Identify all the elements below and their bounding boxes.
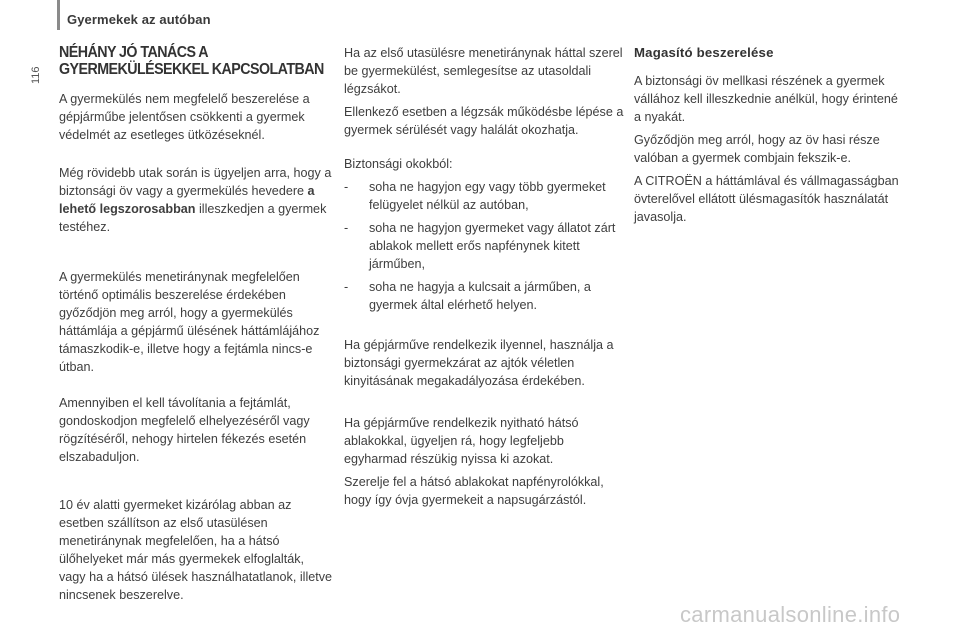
paragraph-tight-harness-bold: a lehető legszorosabban	[59, 184, 315, 216]
paragraph-belt-lap: Győződjön meg arról, hogy az öv hasi része valóban a gyermek combjain fekszik-e.	[634, 133, 880, 165]
column-left	[59, 44, 334, 604]
paragraph-belt-shoulder: A biztonsági öv mellkasi részének a gyermek vállához kell illeszkednie anélkül, hogy érintené a nyakát.	[634, 74, 898, 124]
paragraph-sun-blinds: Szerelje fel a hátsó ablakokat napfényrolókkal, hogy így óvja gyermekeit a napsugárzástól.	[344, 475, 604, 507]
paragraph-airbag-warning: Ellenkező esetben a légzsák működésbe lépése a gyermek sérülését vagy halálát okozhatja.	[344, 105, 624, 137]
paragraph-tight-harness	[59, 164, 334, 236]
safety-list-item: - soha ne hagyja a kulcsait a járműben, a gyermek által elérhető helyen.	[344, 278, 624, 314]
main-title	[59, 44, 335, 78]
booster-seat-title: Magasító beszerelése	[634, 45, 774, 60]
paragraph-citroen-recommend: A CITROËN a háttámlával és vállmagasságban övterelővel ellátott ülésmagasítók használatát javasolja.	[634, 174, 899, 224]
safety-list-item: - soha ne hagyjon egy vagy több gyermeket felügyelet nélkül az autóban,	[344, 178, 624, 214]
header-accent-bar	[57, 0, 60, 30]
page-number: 116	[30, 66, 42, 84]
paragraph-improper-installation: A gyermekülés nem megfelelő beszerelése a gépjárműbe jelentősen csökkenti a gyermek védelmét az esetleges ütközéseknél.	[59, 92, 310, 142]
paragraph-rear-windows: Ha gépjárműve rendelkezik nyitható hátsó ablakokkal, ügyeljen rá, hogy legfeljebb egyharmad részükig nyissa ki azokat.	[344, 416, 579, 466]
paragraph-tight-harness-text-1: Még rövidebb utak során is ügyeljen arra, hogy a biztonsági öv vagy a gyermekülés hevedere	[59, 166, 332, 198]
paragraph-tight-harness-text-2: illeszkedjen a gyermek testéhez.	[59, 202, 327, 234]
paragraph-child-lock: Ha gépjárműve rendelkezik ilyennel, használja a biztonsági gyermekzárat az ajtók véletlen kinyitásának megakadályozása érdekében.	[344, 338, 614, 388]
watermark-text: carmanualsonline.info	[680, 602, 901, 627]
safety-list	[344, 178, 624, 314]
column-right	[634, 44, 904, 226]
column-middle	[344, 44, 624, 509]
section-header-title: Gyermekek az autóban	[67, 12, 211, 27]
paragraph-headrest-removal: Amennyiben el kell távolítania a fejtámlát, gondoskodjon megfelelő elhelyezéséről vagy rögzítéséről, nehogy hirtelen fékezés esetén elszabaduljon.	[59, 396, 310, 464]
paragraph-under-ten: 10 év alatti gyermeket kizárólag abban az esetben szállítson az első utasülésen menetiránynak megfelelően, ha a hátsó ülőhelyeket már más gyermekek elfoglalták, vagy ha a hátsó ülések használhatatlanok, illetve nincsenek beszerelve.	[59, 498, 333, 602]
main-title-line-1: NÉHÁNY JÓ TANÁCS A	[59, 44, 209, 61]
main-title-line-2: GYERMEKÜLÉSEKKEL KAPCSOLATBAN	[59, 61, 324, 78]
paragraph-forward-installation: A gyermekülés menetiránynak megfelelően történő optimális beszerelése érdekében győződjön meg arról, hogy a gyermekülés háttámlája a gépjármű ülésének háttámlájához támaszkodik-e, illetve hogy a fejtámla nincs-e útban.	[59, 270, 320, 374]
paragraph-safety-reasons: Biztonsági okokból:	[344, 157, 453, 171]
paragraph-airbag-deactivate: Ha az első utasülésre menetiránynak háttal szerel be gyermekülést, semlegesítse az utasoldali légzsákot.	[344, 46, 623, 96]
safety-list-item: - soha ne hagyjon gyermeket vagy állatot zárt ablakok mellett erős napfénynek kitett járműben,	[344, 219, 624, 273]
